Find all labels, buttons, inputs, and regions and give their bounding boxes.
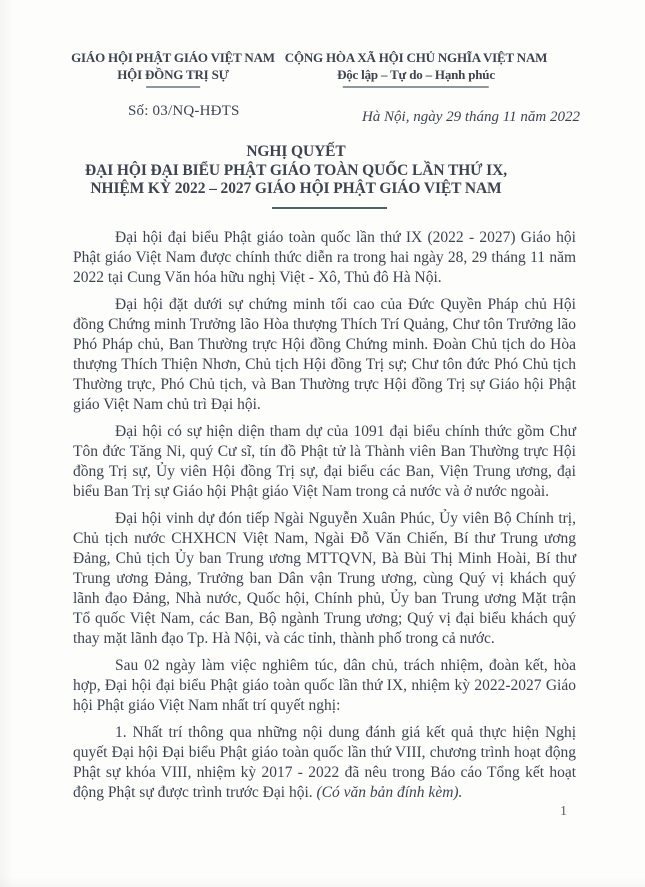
national-header <box>285 50 548 88</box>
page-number: 1 <box>560 804 567 819</box>
document-number: Số: 03/NQ-HĐTS <box>128 103 240 119</box>
org-name: GIÁO HỘI PHẬT GIÁO VIỆT NAM <box>71 50 275 65</box>
paragraph-presidium: Đại hội đặt dưới sự chứng minh tối cao của Đức Quyền Pháp chủ Hội đồng Chứng minh Trưởng lão Hòa thượng Thích Trí Quảng, Chư tôn Trưởng lão Phó Pháp chủ, Ban Thường trực Hội đồng Chứng minh. Đoàn Chủ tịch do Hòa thượng Thích Thiện Nhơn, Chủ tịch Hội đồng Trị sự; Chư tôn đức Phó Chủ tịch Thường trực, Phó Chủ tịch, và Ban Thường trực Hội đồng Trị sự Giáo hội Phật giáo Việt Nam chủ trì Đại hội. <box>73 296 576 413</box>
paragraph-resolution-item-1 <box>73 723 576 803</box>
org-header-rule <box>146 86 200 88</box>
national-motto: Độc lập – Tự do – Hạnh phúc <box>337 66 495 82</box>
document-body <box>73 228 576 810</box>
title-line-2: ĐẠI HỘI ĐẠI BIỂU PHẬT GIÁO TOÀN QUỐC LẦN THỨ IX, <box>85 161 507 179</box>
paragraph-guests: Đại hội vinh dự đón tiếp Ngài Nguyễn Xuân Phúc, Ủy viên Bộ Chính trị, Chủ tịch nước CHXHCN Việt Nam, Ngài Đỗ Văn Chiến, Bí thư Trung ương Đảng, Chủ tịch Ủy ban Trung ương MTTQVN, Bà Bùi Thị Minh Hoài, Bí thư Trung ương Đảng, Trưởng ban Dân vận Trung ương, cùng Quý vị khách quý lãnh đạo Đảng, Nhà nước, Quốc hội, Chính phủ, Ủy ban Trung ương Mặt trận Tổ quốc Việt Nam, các Ban, Bộ ngành Trung ương; Quý vị đại biểu khách quý thay mặt lãnh đạo Tp. Hà Nội, và các tỉnh, thành phố trong cả nước. <box>73 510 576 647</box>
resolution-item-1-text: 1. Nhất trí thông qua những nội dung đánh giá kết quả thực hiện Nghị quyết Đại hội Đại biểu Phật giáo toàn quốc lần thứ VIII, chương trình hoạt động Phật sự khóa VIII, nhiệm kỳ 2017 - 2022 đã nêu trong Báo cáo Tổng kết hoạt động Phật sự được trình trước Đại hội. <box>73 724 576 801</box>
document-title <box>0 143 592 199</box>
org-header <box>71 50 275 88</box>
national-header-rule <box>343 86 489 88</box>
paragraph-delegates: Đại hội có sự hiện diện tham dự của 1091 đại biểu chính thức gồm Chư Tôn đức Tăng Ni, quý Cư sĩ, tín đồ Phật tử là Thành viên Ban Thường trực Hội đồng Trị sự, Ủy viên Hội đồng Trị sự, đại biểu các Ban, Viện Trung ương, đại biểu Ban Trị sự Giáo hội Phật giáo Việt Nam trong cả nước và ở nước ngoài. <box>73 423 576 500</box>
resolution-item-1-attachment-note: (Có văn bản đính kèm). <box>316 784 463 801</box>
paragraph-resolution-intro: Sau 02 ngày làm việc nghiêm túc, dân chủ, trách nhiệm, đoàn kết, hòa hợp, Đại hội đại biểu Phật giáo toàn quốc lần thứ IX, nhiệm kỳ 2022-2027 Giáo hội Phật giáo Việt Nam nhất trí quyết nghị: <box>73 657 576 714</box>
title-line-1: NGHỊ QUYẾT <box>246 143 346 160</box>
paragraph-opening: Đại hội đại biểu Phật giáo toàn quốc lần thứ IX (2022 - 2027) Giáo hội Phật giáo Việt Nam được chính thức diễn ra trong hai ngày 28, 29 tháng 11 năm 2022 tại Cung Văn hóa hữu nghị Việt - Xô, Thủ đô Hà Nội. <box>73 229 576 286</box>
org-council: HỘI ĐỒNG TRỊ SỰ <box>117 66 229 82</box>
title-line-3: NHIỆM KỲ 2022 – 2027 GIÁO HỘI PHẬT GIÁO VIỆT NAM <box>90 180 502 197</box>
place-date-line: Hà Nội, ngày 29 tháng 11 năm 2022 <box>361 109 581 125</box>
national-name: CỘNG HÒA XÃ HỘI CHỦ NGHĨA VIỆT NAM <box>284 50 548 65</box>
title-underline-rule <box>272 207 387 209</box>
